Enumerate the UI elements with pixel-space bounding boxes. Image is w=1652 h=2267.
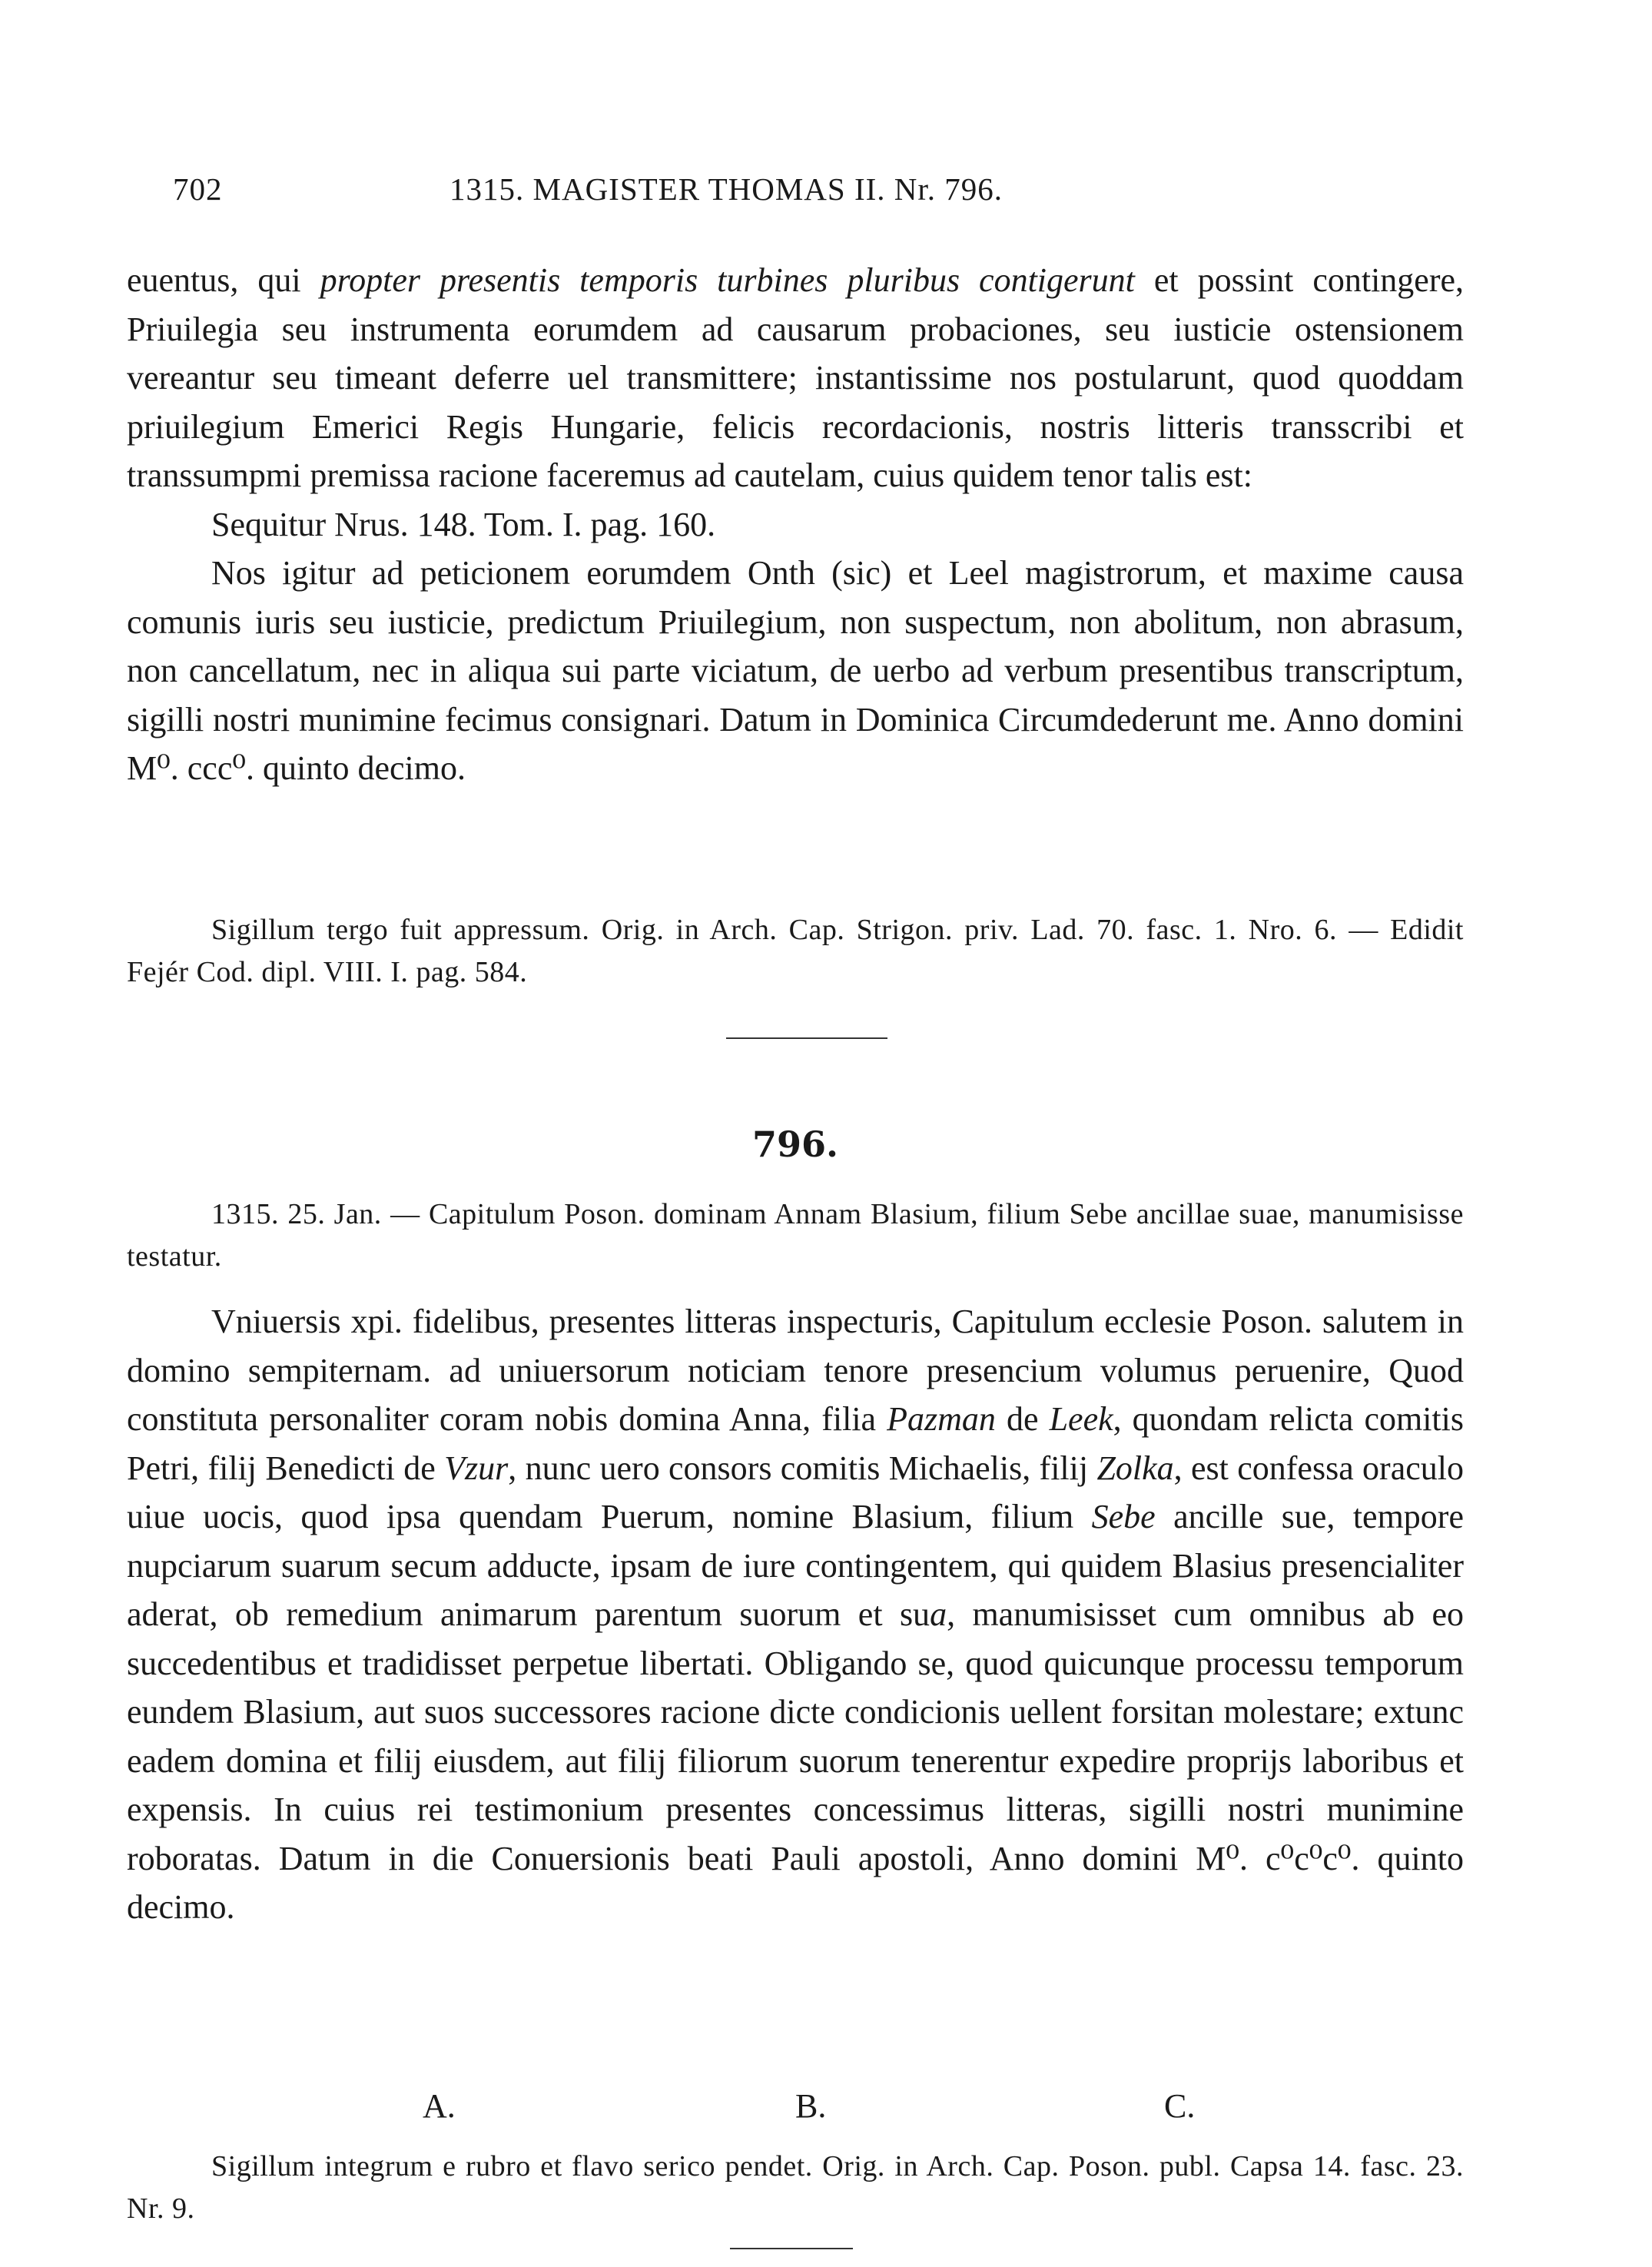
previous-document-note: Sigillum tergo fuit appressum. Orig. in Arch. Cap. Strigon. priv. Lad. 70. fasc. 1. Nro. 6. — Edidit Fejér Cod. dipl. VIII. I. pag. 584. xyxy=(127,914,1464,988)
document-summary: 1315. 25. Jan. — Capitulum Poson. dominam Annam Blasium, filium Sebe ancillae suae, manumisisse testatur. xyxy=(127,1198,1464,1273)
italic-name: Sebe xyxy=(1091,1498,1156,1535)
previous-document-paragraph-1: euentus, qui propter presentis temporis turbines pluribus contigerunt et possint contingere, Priuilegia seu instrumenta eorumdem ad causarum probaciones, seu iusticie ostensionem vereantur seu timeant deferre uel transmittere; instantissime nos postularunt, quod quoddam priuilegium Emerici Regis Hungarie, felicis recordacionis, nostris litteris transscribi et transsumpmi premissa racione faceremus ad cautelam, cuius quidem tenor talis est: xyxy=(127,261,1465,494)
running-title: 1315. MAGISTER THOMAS II. Nr. 796. xyxy=(449,171,1003,207)
seal-letters xyxy=(127,2086,1464,2133)
italic-name: Zolka xyxy=(1096,1449,1174,1487)
italic-name: Leek xyxy=(1049,1400,1113,1438)
previous-document-paragraph-2: Nos igitur ad peticionem eorumdem Onth (sic) et Leel magistrorum, et maxime causa comunis iuris seu iusticie, predictum Priuilegium, non suspectum, non abolitum, non abrasum, non cancellatum, nec in aliqua sui parte viciatum, de uerbo ad verbum presentibus transcriptum, sigilli nostri munimine fecimus consignari. Datum in Dominica Circumdederunt me. Anno domini M⁰. ccc⁰. quinto decimo. xyxy=(127,554,1464,787)
document-note: Sigillum integrum e rubro et flavo serico pendet. Orig. in Arch. Cap. Poson. publ. Capsa 14. fasc. 23. Nr. 9. xyxy=(127,2150,1464,2225)
seal-letter-b: B. xyxy=(795,2087,827,2125)
section-divider xyxy=(730,2248,853,2249)
running-header xyxy=(127,171,1464,217)
document-number: 796. xyxy=(751,1124,839,1165)
book-page xyxy=(127,0,1464,2267)
italic-letter: a xyxy=(930,1595,947,1633)
italic-phrase: propter presentis temporis turbines pluribus contigerunt xyxy=(320,261,1135,299)
previous-document-text xyxy=(127,256,1464,793)
page-number: 702 xyxy=(173,171,223,207)
document-body xyxy=(127,1297,1464,1932)
sequitur-reference: Sequitur Nrus. 148. Tom. I. pag. 160. xyxy=(211,505,716,543)
italic-name: Pazman xyxy=(887,1400,996,1438)
section-divider xyxy=(726,1037,887,1039)
charter-text: Vniuersis xpi. fidelibus, presentes litteras inspecturis, Capitulum ecclesie Poson. salutem in domino sempiternam. ad uniuersorum noticiam tenore presencium volumus peruenire, Quod constituta personaliter coram nobis domina Anna, filia Pazman de Leek, quondam relicta comitis Petri, filij Benedicti de Vzur, nunc uero consors comitis Michaelis, filij Zolka, est confessa oraculo uiue uocis, quod ipsa quendam Puerum, nomine Blasium, filium Sebe ancille sue, tempore nupciarum suarum secum adducte, ipsam de iure contingentem, qui quidem Blasius presencialiter aderat, ob remedium animarum parentum suorum et sua, manumisisset cum omnibus ab eo succedentibus et tradidisset perpetue libertati. Obligando se, quod quicunque processu temporum eundem Blasium, aut suos successores racione dicte condicionis uellent forsitan molestare; extunc eadem domina et filij eiusdem, aut filij filiorum suorum tenerentur expedire proprijs laboribus et expensis. In cuius rei testimonium presentes concessimus litteras, sigilli nostri munimine roboratas. Datum in die Conuersionis beati Pauli apostoli, Anno domini M⁰. c⁰c⁰c⁰. quinto decimo. xyxy=(127,1303,1465,1926)
italic-name: Vzur xyxy=(444,1449,509,1487)
seal-letter-c: C. xyxy=(1164,2087,1196,2125)
seal-letter-a: A. xyxy=(423,2087,456,2125)
